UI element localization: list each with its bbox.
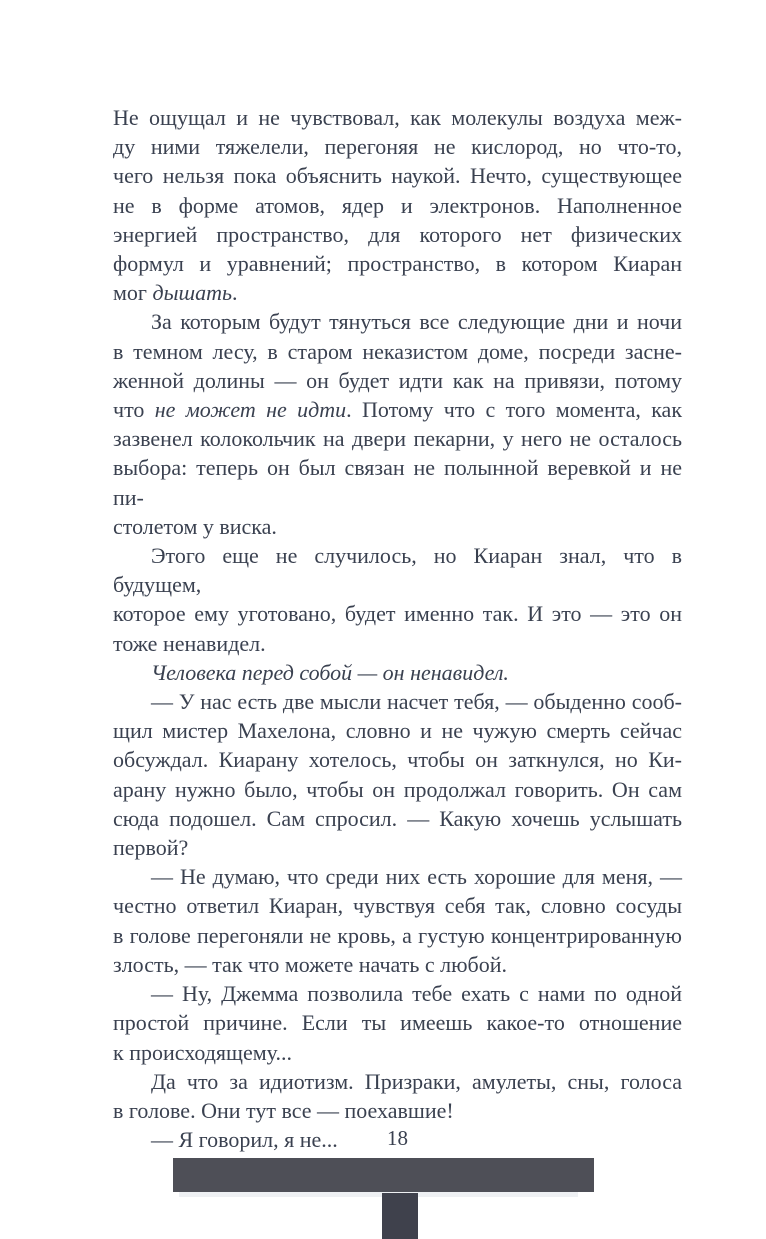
text-line: Да что за идиотизм. Призраки, амулеты, сны, голоса xyxy=(151,1068,682,1094)
text-line: чего нельзя пока объяснить наукой. Нечто, существующее xyxy=(113,163,682,189)
text-line: в голове. Они тут все — поехавшие! xyxy=(113,1097,454,1123)
paragraph xyxy=(113,103,682,307)
text-line: Человека перед собой — он ненавидел. xyxy=(151,659,509,685)
text-line: простой причине. Если ты имеешь какое-то отношение xyxy=(113,1010,682,1036)
text-line: зазвенел колокольчик на двери пекарни, у него не осталось xyxy=(113,426,682,452)
text-line: тоже ненавидел. xyxy=(113,630,266,656)
text-line: столетом у виска. xyxy=(113,513,277,539)
paragraph xyxy=(113,307,682,541)
text-line: в темном лесу, в старом неказистом доме, посреди засне- xyxy=(113,338,682,364)
book-page-text xyxy=(113,103,682,1154)
text-line: сюда подошел. Сам спросил. — Какую хочешь услышать xyxy=(113,805,682,831)
paragraph xyxy=(113,687,682,862)
text-line: женной долины — он будет идти как на привязи, потому xyxy=(113,367,682,393)
page-number: 18 xyxy=(387,1126,408,1150)
text-line: энергией пространство, для которого нет физических xyxy=(113,221,682,247)
paragraph xyxy=(113,1067,682,1125)
text-line: ду ними тяжелели, перегоняя не кислород, но что-то, xyxy=(113,134,682,160)
paragraph xyxy=(113,979,682,1067)
text-line: мог дышать. xyxy=(113,280,238,306)
text-line: Не ощущал и не чувствовал, как молекулы воздуха меж- xyxy=(113,105,682,130)
text-line: которое ему уготовано, будет именно так. И это — это он xyxy=(113,601,682,627)
text-line: к происходящему... xyxy=(113,1039,292,1065)
text-line: — Я говорил, я не... xyxy=(151,1127,338,1153)
text-line: что не может не идти. Потому что с того момента, как xyxy=(113,397,683,423)
text-line: Этого еще не случилось, но Киаран знал, что в будущем, xyxy=(113,543,682,598)
text-line: выбора: теперь он был связан не полынной веревкой и не пи- xyxy=(113,455,682,510)
text-line: — Ну, Джемма позволила тебе ехать с нами по одной xyxy=(151,981,682,1007)
text-line: — У нас есть две мысли насчет тебя, — обыденно сооб- xyxy=(151,689,682,715)
paragraph xyxy=(113,658,682,687)
footer-bar-shadow xyxy=(179,1192,578,1197)
paragraph xyxy=(113,541,682,658)
text-line: не в форме атомов, ядер и электронов. Наполненное xyxy=(113,192,682,218)
footer-bar xyxy=(173,1158,594,1192)
text-line: первой? xyxy=(113,835,189,861)
text-line: в голове перегоняли не кровь, а густую концентрированную xyxy=(113,922,682,948)
text-line: — Не думаю, что среди них есть хорошие для меня, — xyxy=(151,864,682,890)
text-line: формул и уравнений; пространство, в котором Киаран xyxy=(113,251,682,277)
bottom-handle xyxy=(382,1193,418,1239)
paragraph xyxy=(113,862,682,979)
text-line: обсуждал. Киарану хотелось, чтобы он заткнулся, но Ки- xyxy=(113,747,682,773)
text-line: арану нужно было, чтобы он продолжал говорить. Он сам xyxy=(113,776,682,802)
text-line: честно ответил Киаран, чувствуя себя так, словно сосуды xyxy=(113,893,682,919)
text-line: За которым будут тянуться все следующие дни и ночи xyxy=(151,309,682,335)
text-line: щил мистер Махелона, словно и не чужую смерть сейчас xyxy=(113,718,682,744)
text-line: злость, — так что можете начать с любой. xyxy=(113,951,507,977)
